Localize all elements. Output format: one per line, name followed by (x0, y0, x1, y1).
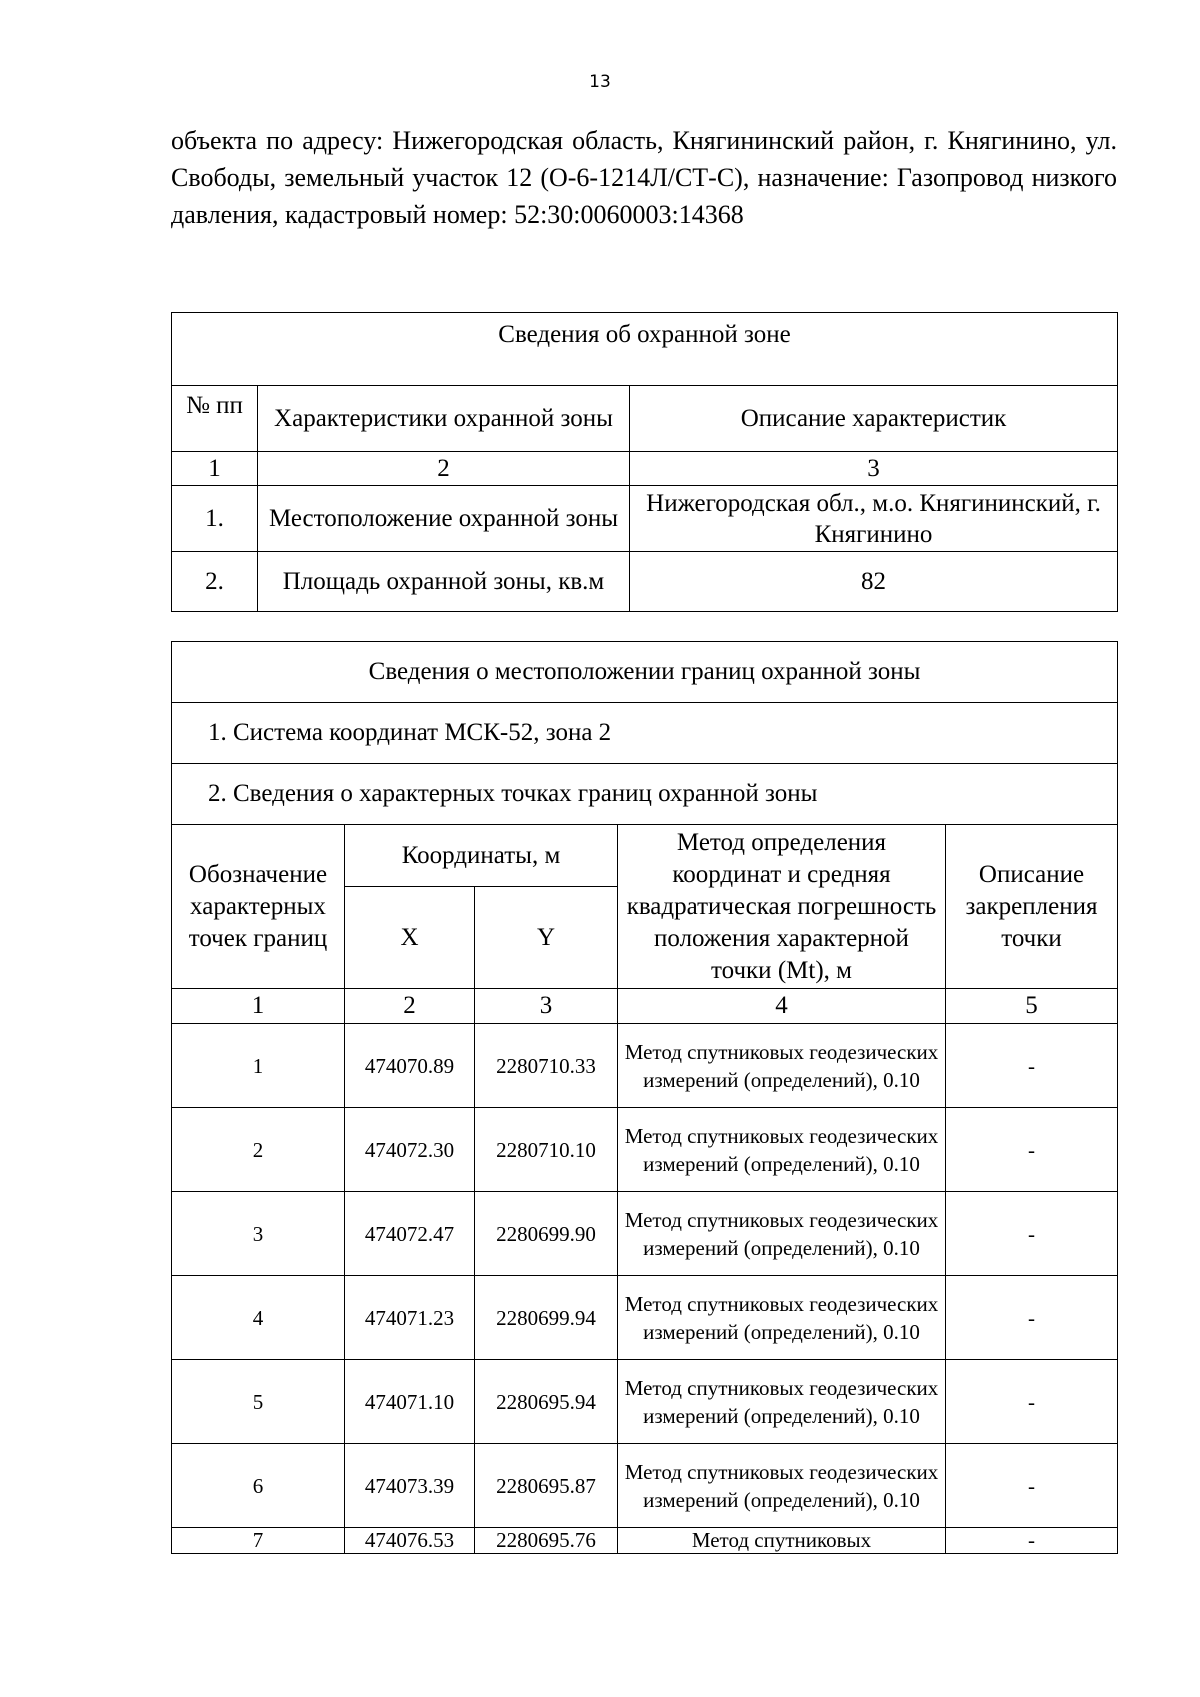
header-method: Метод определения координат и средняя квадратическая погрешность положения характерной точки (Mt), м (618, 825, 946, 989)
point-x: 474070.89 (345, 1024, 475, 1108)
point-id: 2 (172, 1108, 345, 1192)
point-x: 474076.53 (345, 1528, 475, 1554)
zone-table-title: Сведения об охранной зоне (172, 313, 1118, 386)
col-number-2: 2 (345, 989, 475, 1024)
row-characteristic: Местоположение охранной зоны (258, 486, 630, 552)
header-y: Y (475, 887, 618, 989)
point-y: 2280695.94 (475, 1360, 618, 1444)
table-row (172, 1108, 1118, 1192)
point-id: 7 (172, 1528, 345, 1554)
table-row (172, 1192, 1118, 1276)
intro-paragraph: объекта по адресу: Нижегородская область, Княгининский район, г. Княгинино, ул. Свободы, земельный участок 12 (О-6-1214Л/СТ-С), назначение: Газопровод низкого давления, кадастровый номер: 52:30:0060003:14368 (171, 126, 1117, 229)
point-x: 474073.39 (345, 1444, 475, 1528)
table-row (172, 1276, 1118, 1360)
point-method: Метод спутниковых геодезических измерений (определений), 0.10 (618, 1192, 946, 1276)
point-x: 474072.47 (345, 1192, 475, 1276)
point-y: 2280710.10 (475, 1108, 618, 1192)
point-id: 1 (172, 1024, 345, 1108)
header-fixing: Описание закрепления точки (946, 825, 1118, 989)
point-fixing: - (946, 1192, 1118, 1276)
point-method: Метод спутниковых геодезических измерений (определений), 0.10 (618, 1276, 946, 1360)
point-x: 474072.30 (345, 1108, 475, 1192)
point-method: Метод спутниковых (618, 1528, 946, 1554)
header-designation: Обозначение характерных точек границ (172, 825, 345, 989)
header-number: № пп (172, 386, 258, 452)
point-x: 474071.10 (345, 1360, 475, 1444)
boundary-location-table (171, 641, 1118, 1554)
table-row (172, 1444, 1118, 1528)
table-row (172, 1528, 1118, 1554)
point-fixing: - (946, 1108, 1118, 1192)
col-number-3: 3 (475, 989, 618, 1024)
row-number: 1. (172, 486, 258, 552)
point-x: 474071.23 (345, 1276, 475, 1360)
point-method: Метод спутниковых геодезических измерений (определений), 0.10 (618, 1024, 946, 1108)
header-x: X (345, 887, 475, 989)
point-y: 2280695.87 (475, 1444, 618, 1528)
row-description: Нижегородская обл., м.о. Княгининский, г. Княгинино (630, 486, 1118, 552)
point-id: 6 (172, 1444, 345, 1528)
row-number: 2. (172, 552, 258, 612)
boundary-table-title: Сведения о местоположении границ охранной зоны (172, 642, 1118, 703)
point-y: 2280699.90 (475, 1192, 618, 1276)
point-method: Метод спутниковых геодезических измерений (определений), 0.10 (618, 1360, 946, 1444)
point-id: 3 (172, 1192, 345, 1276)
coordinate-system: 1. Система координат МСК-52, зона 2 (172, 703, 1118, 764)
protection-zone-table (171, 312, 1118, 612)
point-id: 5 (172, 1360, 345, 1444)
header-description: Описание характеристик (630, 386, 1118, 452)
row-characteristic: Площадь охранной зоны, кв.м (258, 552, 630, 612)
point-fixing: - (946, 1528, 1118, 1554)
col-number-4: 4 (618, 989, 946, 1024)
points-section-title: 2. Сведения о характерных точках границ охранной зоны (172, 764, 1118, 825)
point-fixing: - (946, 1276, 1118, 1360)
col-number-1: 1 (172, 452, 258, 486)
col-number-5: 5 (946, 989, 1118, 1024)
table-row (172, 1024, 1118, 1108)
point-method: Метод спутниковых геодезических измерений (определений), 0.10 (618, 1444, 946, 1528)
point-fixing: - (946, 1360, 1118, 1444)
point-method: Метод спутниковых геодезических измерений (определений), 0.10 (618, 1108, 946, 1192)
table-row (172, 1360, 1118, 1444)
point-y: 2280695.76 (475, 1528, 618, 1554)
row-description: 82 (630, 552, 1118, 612)
col-number-1: 1 (172, 989, 345, 1024)
col-number-3: 3 (630, 452, 1118, 486)
point-fixing: - (946, 1444, 1118, 1528)
col-number-2: 2 (258, 452, 630, 486)
header-coordinates: Координаты, м (345, 825, 618, 887)
point-id: 4 (172, 1276, 345, 1360)
point-fixing: - (946, 1024, 1118, 1108)
header-characteristic: Характеристики охранной зоны (258, 386, 630, 452)
page-number: 13 (589, 72, 611, 92)
point-y: 2280710.33 (475, 1024, 618, 1108)
point-y: 2280699.94 (475, 1276, 618, 1360)
